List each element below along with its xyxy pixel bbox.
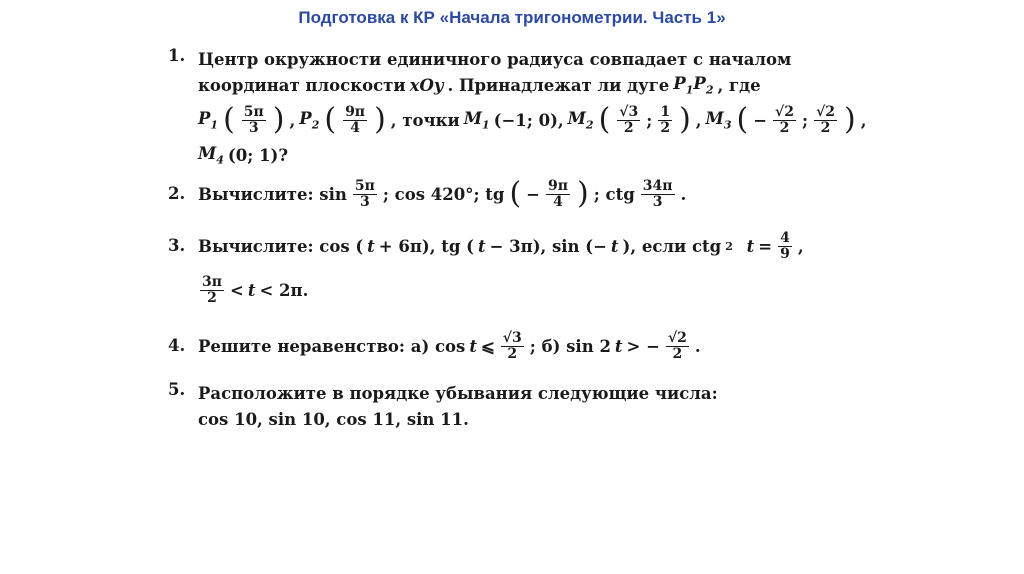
plane-name: xOy	[409, 75, 444, 95]
fraction: $\frac{√2}{2}$	[816, 103, 836, 136]
fraction: $\frac{√3}{2}$	[619, 103, 639, 136]
fraction: $\frac{5\pi}{3}$	[243, 103, 264, 136]
task-3	[168, 224, 828, 312]
arc-name: $P_1P_2$	[673, 73, 714, 97]
task-text: cos 10, sin 10, cos 11, sin 11.	[198, 409, 469, 429]
task-2	[168, 172, 828, 216]
task-text: Вычислите: sin	[198, 184, 347, 204]
task-text: Вычислите: cos (	[198, 236, 364, 256]
point-m1-coords: (−1; 0),	[493, 110, 564, 130]
task-text: ; ctg	[593, 184, 635, 204]
task-3-line-2: $\frac{3\pi}{2}$ < t < 2π.	[202, 273, 309, 306]
task-text: координат плоскости	[198, 75, 406, 95]
task-text: ; cos 420°; tg	[382, 184, 505, 204]
point-m2: $M_2$	[567, 108, 594, 132]
point-p1: $P_1$	[198, 108, 219, 132]
task-1-line-2	[198, 72, 828, 98]
task-text: .	[680, 184, 687, 204]
page-title: Подготовка к КР «Начала тригонометрии. Часть 1»	[298, 8, 726, 27]
fraction: $\frac{9\pi}{4}$	[345, 103, 366, 136]
fraction: $\frac{9\pi}{4}$	[548, 177, 568, 210]
fraction: $\frac{34\pi}{3}$	[642, 177, 673, 210]
task-text: . Принадлежат ли дуге	[447, 75, 670, 95]
task-list	[168, 46, 867, 432]
fraction: $\frac{√3}{2}$	[502, 329, 522, 362]
task-number: 5.	[168, 380, 186, 399]
point-m3: $M_3$	[705, 108, 732, 132]
task-1-line-1	[198, 46, 828, 72]
fraction: $\frac{5\pi}{3}$	[354, 177, 375, 210]
fraction: $\frac{1}{2}$	[660, 103, 671, 136]
task-5	[168, 380, 828, 432]
task-3-line-1: Вычислите: cos ( t + 6π), tg ( t − 3π), sin (− t ), если ctg 2 t = $\frac{4}{9}$ ,	[198, 229, 804, 262]
fraction: $\frac{√2}{2}$	[775, 103, 794, 136]
task-5-line-2	[198, 406, 828, 432]
task-1-line-3: $P_1$ ( $\frac{5\pi}{3}$ ) , $P_2$ ( $\frac{9\pi}{4}$ ) , точки $M_1$ (−1; 0), $M_2$ ( $\frac{√3}{2}$ ; $\frac{1}{2}$ ) , $M_3$ ( − $\frac{√2}{2}$ ; $\frac{√2}{2}$ ) ,	[198, 102, 867, 137]
task-number: 3.	[168, 236, 186, 255]
task-1	[168, 46, 867, 168]
task-number: 4.	[168, 336, 186, 355]
task-2-line-1: Вычислите: sin $\frac{5\pi}{3}$ ; cos 420°; tg ( − $\frac{9\pi}{4}$ ) ; ctg $\frac{34\pi}{3}$ .	[198, 176, 687, 211]
point-m4: $M_4$	[198, 143, 224, 167]
fraction: $\frac{√2}{2}$	[667, 329, 687, 362]
task-text: , где	[717, 75, 761, 95]
fraction: $\frac{3\pi}{2}$	[202, 273, 222, 306]
task-4-line-1: Решите неравенство: а) cos t ⩽ $\frac{√3}{2}$ ; б) sin 2 t > − $\frac{√2}{2}$ .	[198, 329, 701, 362]
point-m1: $M_1$	[463, 108, 490, 132]
task-number: 2.	[168, 184, 186, 203]
point-p2: $P_2$	[299, 108, 320, 132]
task-1-line-4	[198, 142, 828, 168]
task-text: Расположите в порядке убывания следующие числа:	[198, 383, 718, 403]
fraction: $\frac{4}{9}$	[780, 229, 790, 262]
task-5-line-1	[198, 380, 828, 406]
task-text: , точки	[390, 110, 460, 130]
point-m4-coords: (0; 1)?	[227, 145, 289, 165]
task-text: Центр окружности единичного радиуса совпадает с началом	[198, 49, 792, 69]
task-text: Решите неравенство: а) cos	[198, 336, 466, 356]
task-number: 1.	[168, 46, 186, 65]
task-4	[168, 324, 828, 368]
